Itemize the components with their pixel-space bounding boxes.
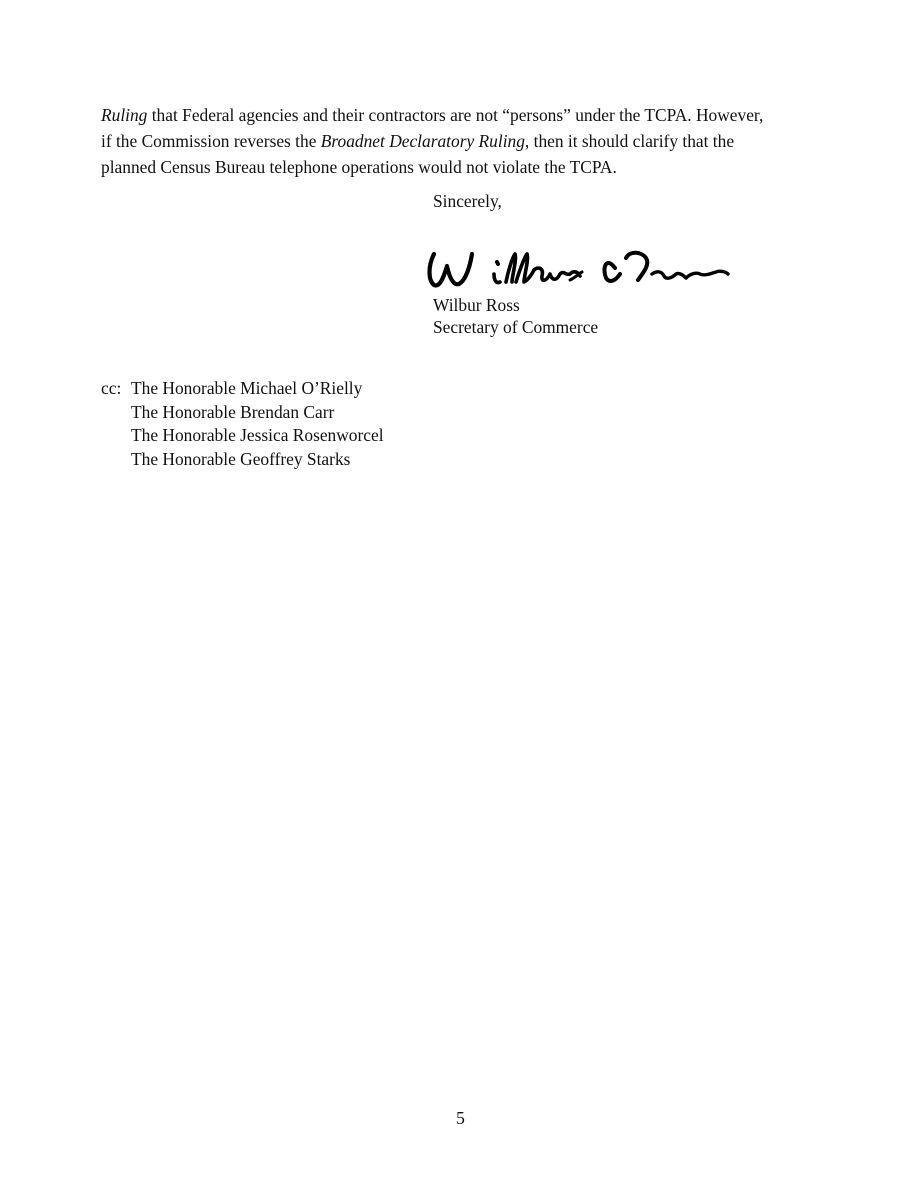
italic-broadnet-ruling: Broadnet Declaratory Ruling	[320, 131, 525, 151]
cc-recipient: The Honorable Michael O’Rielly	[131, 378, 363, 398]
closing-salutation: Sincerely,	[433, 191, 502, 211]
cc-row	[101, 424, 384, 448]
page-number: 5	[456, 1108, 465, 1128]
paragraph-line-1	[101, 102, 841, 128]
signer-title: Secretary of Commerce	[433, 317, 599, 337]
cc-row	[101, 448, 384, 472]
paragraph-line-1-text: that Federal agencies and their contractors are not “persons” under the TCPA. However,	[147, 105, 764, 125]
cc-row	[101, 377, 384, 401]
paragraph-line-2-start: if the Commission reverses the	[101, 131, 321, 151]
paragraph-line-2	[101, 128, 841, 154]
cc-recipient: The Honorable Geoffrey Starks	[131, 448, 351, 469]
italic-ruling: Ruling	[101, 105, 148, 125]
paragraph-line-2-rest: , then it should clarify that the	[524, 131, 735, 151]
handwritten-signature	[420, 228, 740, 298]
cc-label: cc:	[101, 378, 122, 398]
signer-name: Wilbur Ross	[433, 295, 520, 315]
cc-recipient: The Honorable Jessica Rosenworcel	[131, 425, 384, 445]
cc-recipient: The Honorable Brendan Carr	[131, 401, 335, 422]
cc-row	[101, 401, 384, 425]
paragraph-line-3: planned Census Bureau telephone operations would not violate the TCPA.	[101, 157, 617, 177]
cc-list	[101, 377, 384, 471]
closing-paragraph	[101, 102, 841, 180]
